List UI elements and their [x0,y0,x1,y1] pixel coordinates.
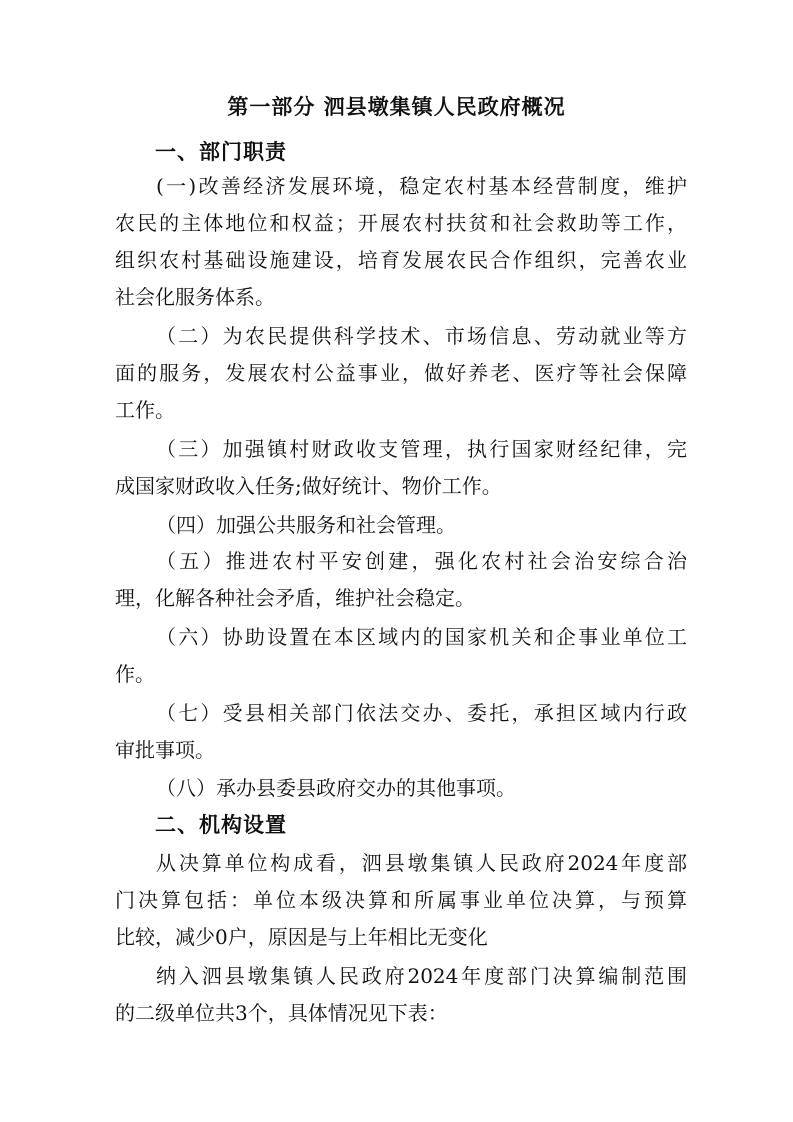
page-title: 第一部分 泗县墩集镇人民政府概况 [227,95,566,119]
text-line: 从决算单位构成看，泗县墩集镇人民政府2024年度部 [156,851,687,875]
text-line: 作。 [115,662,155,686]
text-line: 纳入泗县墩集镇人民政府2024年度部门决算编制范围 [156,964,687,988]
text-line: （四）加强公共服务和社会管理。 [156,513,456,537]
text-line: （二）为农民提供科学技术、市场信息、劳动就业等方 [156,324,687,348]
section-heading-organization: 二、机构设置 [155,813,287,837]
text-line: （八）承办县委县政府交办的其他事项。 [156,776,516,800]
organization-paragraph-2 [115,958,687,1032]
text-line: 工作。 [115,398,175,422]
text-line: 的二级单位共3个，具体情况见下表： [115,1001,448,1025]
responsibility-item-3 [115,431,687,505]
text-line: 比较，减少0户，原因是与上年相比无变化 [115,925,488,949]
text-line: 组织农村基础设施建设，培育发展农民合作组织，完善农业 [115,248,687,272]
text-line: 面的服务，发展农村公益事业，做好养老、医疗等社会保障 [115,361,687,385]
text-line: 门决算包括：单位本级决算和所属事业单位决算，与预算 [115,888,687,912]
text-line: 农民的主体地位和权益；开展农村扶贫和社会救助等工作， [115,211,687,235]
text-line: （五）推进农村平安创建，强化农村社会治安综合治 [156,549,687,573]
text-line: 社会化服务体系。 [115,285,275,309]
responsibility-item-7 [115,695,687,769]
text-line: （六）协助设置在本区域内的国家机关和企事业单位工 [156,625,687,649]
text-line: (一)改善经济发展环境，稳定农村基本经营制度，维护 [156,174,687,198]
text-line: （七）受县相关部门依法交办、委托，承担区域内行政 [156,701,687,725]
text-line: 理，化解各种社会矛盾，维护社会稳定。 [115,586,475,610]
text-line: （三）加强镇村财政收支管理，执行国家财经纪律，完 [156,437,687,461]
organization-paragraph-1 [115,845,687,956]
responsibility-item-2 [115,318,687,429]
text-line: 成国家财政收入任务;做好统计、物价工作。 [115,474,502,498]
responsibility-item-1 [115,168,687,316]
section-heading-responsibilities: 一、部门职责 [155,140,287,164]
responsibility-item-6 [115,619,687,693]
responsibility-item-5 [115,543,687,617]
responsibility-item-8 [115,770,687,807]
text-line: 审批事项。 [115,738,215,762]
responsibility-item-4 [115,507,687,544]
